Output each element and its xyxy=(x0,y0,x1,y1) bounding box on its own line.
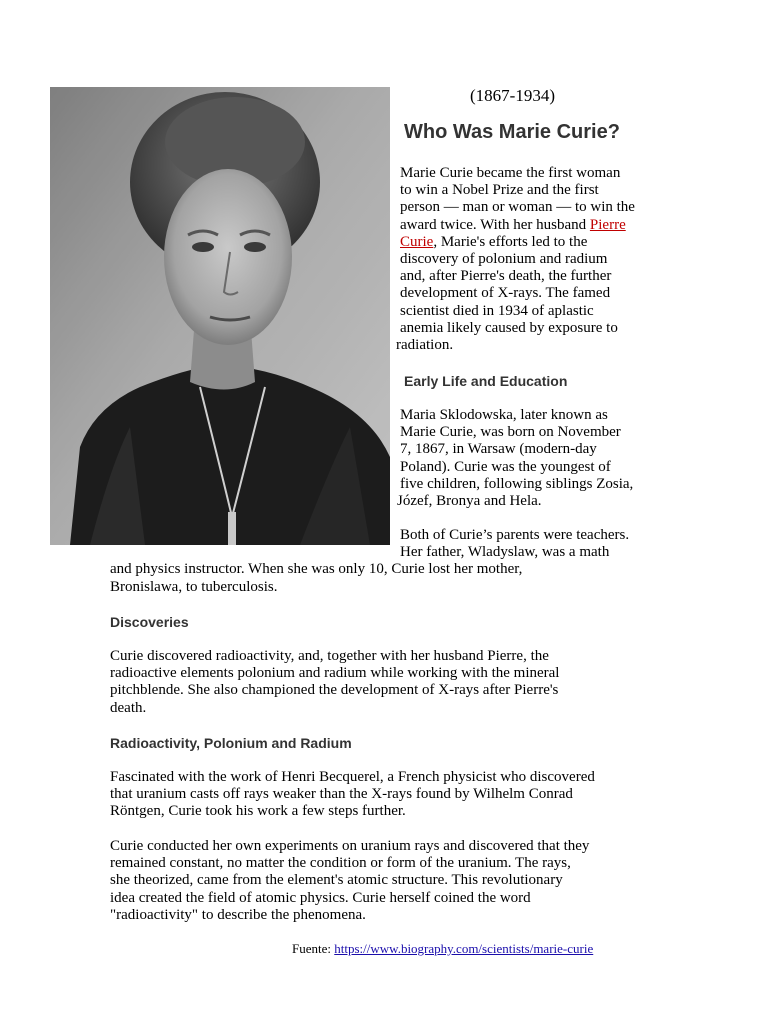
radioactivity-paragraph-2: Curie conducted her own experiments on uranium rays and discovered that they remained constant, no matter the condition or form of the uranium. The rays, she theorized, came from the element's atomic structure. This revolutionary idea created the field of atomic physics. Curie herself coined the word "radioactivity" to describe the phenomena. xyxy=(110,838,590,923)
early-life-paragraph-2: Both of Curie’s parents were teachers. Her father, Wladyslaw, was a math and physics instructor. When she was only 10, Curie lost her mother, Bronislawa, to tuberculosis. xyxy=(110,527,630,595)
intro-paragraph: Marie Curie became the first woman to win a Nobel Prize and the first person — man or woman — to win the award twice. With her husband Pierre Curie, Marie's efforts led to the discovery of polonium and radium and, after Pierre's death, the further development of X-rays. The famed scientist died in 1934 of aplastic anemia likely caused by exposure to radiation. xyxy=(396,165,635,354)
life-years: (1867-1934) xyxy=(470,86,555,105)
source-link[interactable]: https://www.biography.com/scientists/marie-curie xyxy=(334,941,594,956)
pierre-curie-link[interactable]: Pierre xyxy=(589,216,626,233)
pierre-curie-link-cont[interactable]: Curie xyxy=(400,233,434,250)
page-title: Who Was Marie Curie? xyxy=(404,121,620,143)
marie-curie-portrait xyxy=(50,87,390,545)
discoveries-heading: Discoveries xyxy=(110,614,189,630)
radioactivity-heading: Radioactivity, Polonium and Radium xyxy=(110,735,352,751)
radioactivity-paragraph-1: Fascinated with the work of Henri Becquerel, a French physicist who discovered that uranium casts off rays weaker than the X-rays found by Wilhelm Conrad Röntgen, Curie took his work a few steps further. xyxy=(110,769,595,820)
discoveries-paragraph: Curie discovered radioactivity, and, together with her husband Pierre, the radioactive elements polonium and radium while working with the mineral pitchblende. She also championed the development of X-rays after Pierre's death. xyxy=(110,648,560,716)
source-citation: Fuente: https://www.biography.com/scientists/marie-curie xyxy=(292,941,594,956)
early-life-heading: Early Life and Education xyxy=(404,373,568,389)
early-life-paragraph-1: Maria Sklodowska, later known as Marie Curie, was born on November 7, 1867, in Warsaw (modern-day Poland). Curie was the youngest of five children, following siblings Zosia, Józef, Bronya and Hela. xyxy=(397,407,634,510)
